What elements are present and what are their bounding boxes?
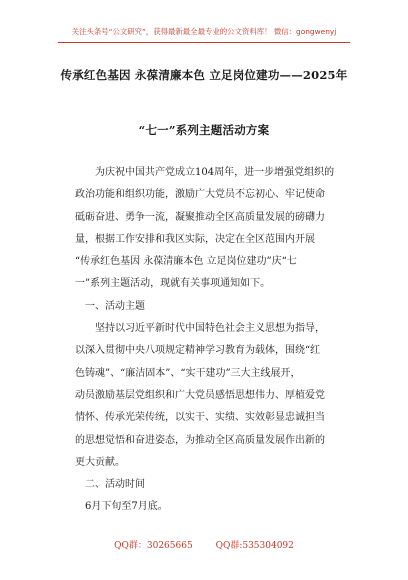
paragraph-line: 情怀、传承光荣传统，以实干、实绩、实效彰显忠诚担当 (75, 412, 325, 424)
paragraph-line: 为庆祝中国共产党成立104周年，进一步增强党组织的 (95, 167, 335, 178)
document-body (75, 162, 337, 519)
paragraph-line: 色铸魂”、“廉洁固本”、“实干建功”三大主线展开， (75, 367, 301, 379)
paragraph-line: 以深入贯彻中央八项规定精神学习教育为载体，围绕“红 (75, 345, 321, 357)
section-heading: 一、活动主题 (85, 300, 145, 312)
paragraph-line: 动员激励基层党组织和广大党员感悟思想伟力、厚植爱党 (75, 389, 325, 401)
qq-group-2: QQ群:535304092 (215, 541, 294, 551)
paragraph-line: 政治功能和组织功能，激励广大党员不忘初心、牢记使命 (75, 189, 325, 201)
section-heading: 二、活动时间 (85, 479, 145, 491)
qq-group-1: QQ群：30265665 (114, 541, 193, 551)
footer-contact (0, 538, 408, 551)
paragraph-line: 的思想觉悟和奋进姿态，为推动全区高质量发展作出新的 (75, 434, 325, 446)
paragraph-line: 量，根据工作安排和我区实际，决定在全区范围内开展 (75, 233, 315, 245)
paragraph-line: 砥砺奋进、勇争一流，凝聚推动全区高质量发展的磅礴力 (75, 211, 325, 223)
paragraph-line: 坚持以习近平新时代中国特色社会主义思想为指导， (95, 323, 325, 335)
document-title-line-1: 传承红色基因 永葆清廉本色 立足岗位建功——2025年 (60, 68, 348, 82)
document-title-line-2: “七一”系列主题活动方案 (138, 123, 270, 137)
header-banner: 关注头条号“公文研究”，获得最新最全最专业的公文资料库！ 微信：gongwenyj (71, 27, 337, 36)
header-divider (58, 42, 350, 43)
paragraph-line: “传承红色基因 永葆清廉本色 立足岗位建功”庆“七 (75, 256, 297, 268)
paragraph-line: 更大贡献。 (75, 456, 125, 468)
paragraph-line: 一”系列主题活动，现就有关事项通知如下。 (75, 278, 271, 290)
paragraph-line: 6月下旬至7月底。 (85, 501, 168, 513)
